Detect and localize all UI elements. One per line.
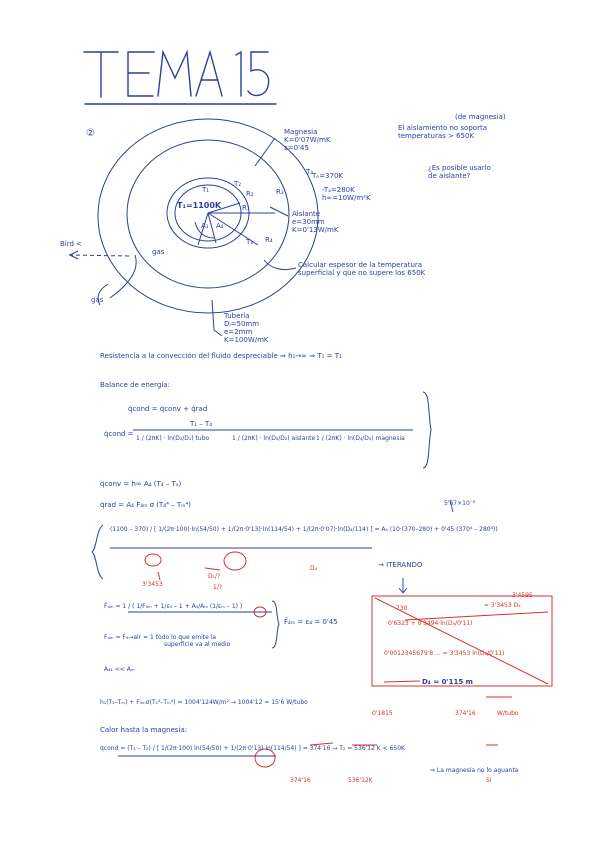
red-note-1: 374'16 xyxy=(290,777,311,784)
big-equation: (1100 – 370) / [ 1/(2π·100)·ln(54/50) + 1/(2π·0'13)·ln(114/54) + 1/(2π·0'07)·ln(D₄/114) ] = A₄ (10·(370–280) + 0'45 (370⁴ – 280⁴)) xyxy=(110,526,498,533)
q-under3: W/tubo xyxy=(497,710,519,717)
t3-label: T₃ xyxy=(246,238,254,246)
arrow-left-label: Bird < xyxy=(60,240,83,248)
problem-number: ② xyxy=(86,128,95,139)
r3-label: R₃ xyxy=(276,188,284,196)
question-note: ¿Es posible usarlo de aislante? xyxy=(428,164,491,181)
red-marks xyxy=(145,552,552,767)
f-right: F̄₄ₘ = ε₄ = 0'45 xyxy=(284,618,338,626)
under-2: 1/? xyxy=(213,584,223,591)
q-cond-num: T₁ – T₄ xyxy=(190,420,213,428)
soporta-note: El aislamiento no soporta temperaturas > 650K xyxy=(398,124,487,141)
iter-4: 0'0012345679'8 ... = 3'3453 ln(D₄/0'11) xyxy=(384,650,505,657)
balance-line: Balance de energía: xyxy=(100,381,170,389)
q-cond-den3: 1 / (2πK) · ln(D₄/D₃) magnesia xyxy=(316,435,405,442)
r2-label: R₂ xyxy=(246,190,254,198)
a-note: A₄₁ << Aₘ xyxy=(104,666,135,673)
calor-line: Calor hasta la magnesia: xyxy=(100,726,188,734)
resistencia-line: Resistencia a la convección del fluido despreciable ⇒ h₁→∞ ⇒ T₁ = T₁ xyxy=(100,352,342,360)
under-3: 3'3453 xyxy=(142,581,163,588)
iter-3: = 3'3453 D₄ xyxy=(484,602,521,609)
q-rad: q̇rad = A₄ F₄ₘ σ (T₄⁴ – Tₘ⁴) xyxy=(100,501,192,509)
q-under1: 0'1815 xyxy=(372,710,393,717)
red-note-2: 536'12K xyxy=(348,777,373,784)
under-1: D₁/? xyxy=(208,573,221,580)
calculate-note: Calcular espesor de la temperatura superficial y que no supere los 650K xyxy=(298,261,426,278)
f-fraction: F̄₄ₘ = 1 / ( 1/F₄ₘ + 1/ε₄ – 1 + A₄/Aₘ (1/εₘ – 1) ) xyxy=(104,603,243,610)
t2-label: T₂ xyxy=(234,180,242,188)
q-cond-den1: 1 / (2πK) · ln(D₂/D₁) tubo xyxy=(136,435,210,442)
pipe-diagram xyxy=(69,119,318,336)
iterando: → ITERANDO xyxy=(378,561,423,569)
a1-label: A₁ xyxy=(201,222,209,230)
r1-label: R₁ xyxy=(242,204,250,212)
iter-result: D₄ ≈ 0'115 m xyxy=(422,678,473,686)
t-ext-label: Tₑ=370K xyxy=(312,172,344,180)
q-cond-den2: 1 / (2πK) · ln(D₃/D₂) aislante xyxy=(232,435,316,442)
under-4: D₄ xyxy=(310,565,318,572)
q-cond-lhs: q̇cond = xyxy=(104,430,134,438)
f-note: F₄ₘ = F₄→alr = 1 todo lo que emite la superficie va al medio xyxy=(104,634,231,648)
iter-1: 730 xyxy=(396,605,408,612)
q-line: h₁(T₁–Tₘ) + F₄ₘσ(T₁⁴–Tₘ⁴) = 1004'124W/m² → 1004'12 ≈ 15'6 W/tubo xyxy=(100,699,308,706)
conclusion: ⇒ La magnesia no lo aguanta xyxy=(430,767,519,774)
q-conv: q̇conv = h∞ A₄ (T₄ – Tₐ) xyxy=(100,480,182,488)
de-magnesia-note: (de magnesia) xyxy=(455,113,506,121)
right-brace xyxy=(423,392,431,468)
gas-label: gas xyxy=(152,248,165,256)
aislante-block: Aislante e=30mm K=0'13W/mK xyxy=(292,210,339,235)
t1-label: T₁ xyxy=(202,186,210,194)
magnesia-block: Magnesia K=0'07W/mK ε=0'45 xyxy=(284,128,331,153)
iter-num: 3'4595 xyxy=(512,592,533,599)
sigma-value: 5'67×10⁻⁸ xyxy=(444,500,476,507)
a4-label: A₄ xyxy=(216,222,224,230)
gas2-label: gas xyxy=(91,296,104,304)
t-inner-label: T₁=1100K xyxy=(177,201,222,210)
iter-2: 0'6323 + 0'3494·ln(D₄/0'11) xyxy=(388,620,473,627)
q-total: q̇cond = q̇conv + q̇rad xyxy=(128,405,208,413)
fluid-block: -Tₐ=280K h∞=10W/m²K xyxy=(322,186,371,203)
q-final: q̇cond = (T₁ – T₂) / [ 1/(2π·100) ln(54/50) + 1/(2π·0'13) ln(114/54) ] = 374'16 → T₂ = 536'12 K < 650K xyxy=(100,745,405,752)
tuberia-block: Tubería Dᵢ=50mm e=2mm K=100W/mK xyxy=(224,312,269,345)
q-under2: 374'16 xyxy=(455,710,476,717)
left-brace-big xyxy=(92,525,103,579)
red-note-3: Si xyxy=(486,777,492,784)
r4-label: R₄ xyxy=(265,236,273,244)
t4-label: T₄ xyxy=(306,168,314,176)
